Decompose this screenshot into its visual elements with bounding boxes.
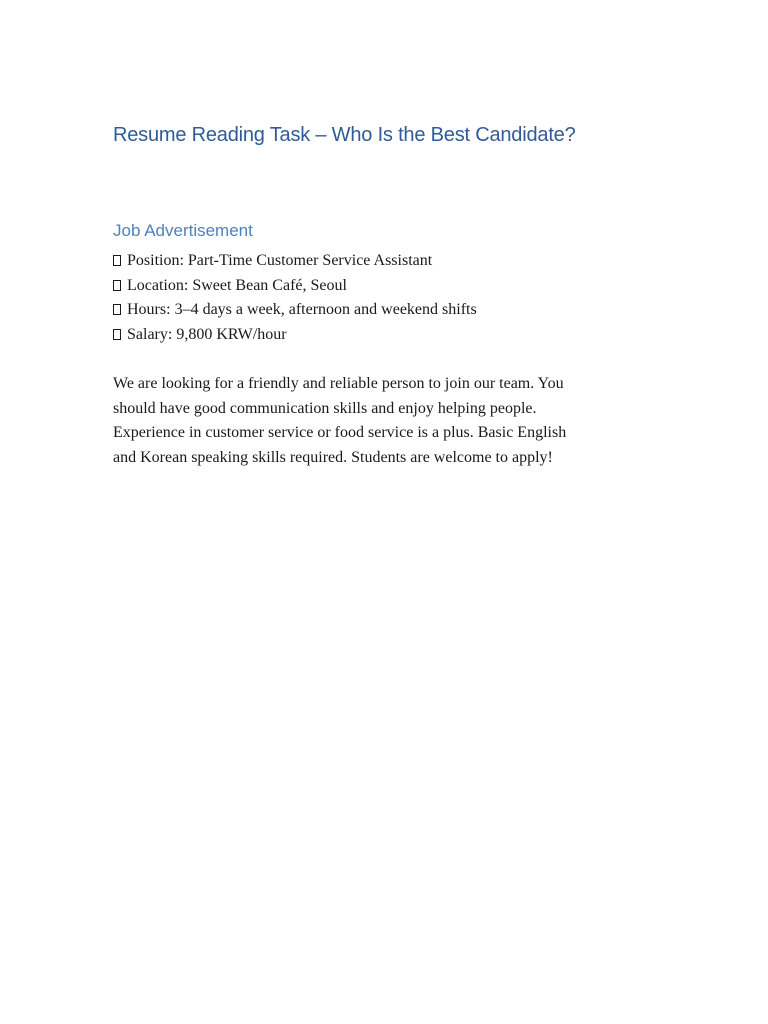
detail-value: 9,800 KRW/hour	[176, 325, 287, 343]
description-line: Experience in customer service or food service is a plus. Basic English	[113, 424, 567, 441]
missing-glyph-icon	[113, 304, 121, 315]
detail-value: 3–4 days a week, afternoon and weekend shifts	[174, 301, 477, 318]
missing-glyph-icon	[113, 329, 121, 340]
detail-label: Position:	[127, 252, 184, 269]
job-details-list	[113, 250, 477, 348]
detail-label: Salary:	[127, 325, 173, 343]
document-title: Resume Reading Task – Who Is the Best Candidate?	[113, 124, 576, 146]
missing-glyph-icon	[113, 255, 121, 266]
description-line: should have good communication skills and enjoy helping people.	[113, 399, 537, 417]
section-heading-job-advertisement: Job Advertisement	[113, 221, 253, 240]
job-detail-salary	[113, 324, 477, 349]
detail-label: Location:	[127, 276, 189, 294]
job-detail-hours	[113, 299, 477, 324]
detail-value: Sweet Bean Café, Seoul	[192, 276, 347, 294]
missing-glyph-icon	[113, 280, 121, 291]
job-detail-location	[113, 275, 477, 300]
job-description	[113, 372, 653, 470]
detail-value: Part-Time Customer Service Assistant	[187, 252, 433, 269]
description-line: We are looking for a friendly and reliable person to join our team. You	[113, 375, 564, 392]
detail-label: Hours:	[127, 301, 171, 318]
job-detail-position	[113, 250, 477, 275]
description-line: and Korean speaking skills required. Students are welcome to apply!	[113, 448, 553, 466]
